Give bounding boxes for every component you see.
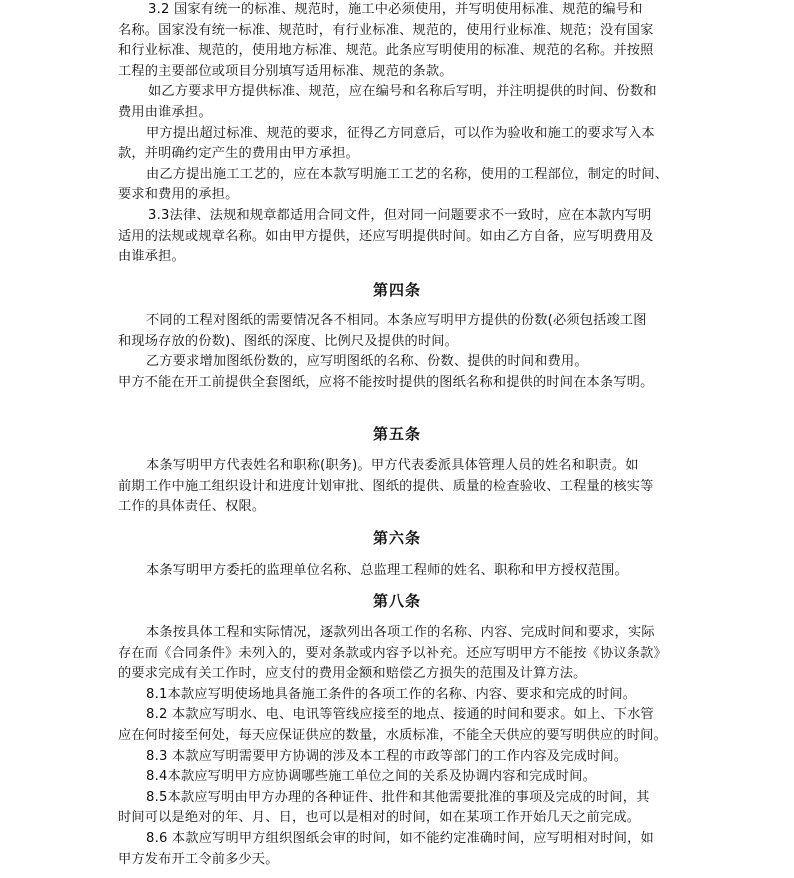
- text-line: 存在而《合同条件》未列入的，要对条款或内容予以补充。还应写明甲方不能按《协议条款》: [118, 645, 667, 661]
- text-line: 8.5本款应写明由甲方办理的各种证件、批件和其他需要批准的事项及完成的时间，其: [146, 789, 650, 805]
- text-line: 甲方发布开工令前多少天。: [118, 851, 279, 867]
- text-line: 前期工作中施工组织设计和进度计划审批、图纸的提供、质量的检查验收、工程量的核实等: [118, 478, 654, 494]
- text-line: 8.6 本款应写明甲方组织图纸会审的时间，如不能约定准确时间，应写明相对时间，如: [146, 830, 654, 846]
- text-line: 适用的法规或规章名称。如由甲方提供，还应写明提供时间。如由乙方自备，应写明费用及: [118, 228, 654, 244]
- text-line: 乙方要求增加图纸份数的，应写明图纸的名称、份数、提供的时间和费用。: [146, 354, 588, 370]
- text-line: 要求和费用的承担。: [118, 187, 239, 203]
- text-line: 本条按具体工程和实际情况，逐款列出各项工作的名称、内容、完成时间和要求，实际: [146, 625, 655, 640]
- text-line: 名称。国家没有统一标准、规范时，有行业标准、规范的，使用行业标准、规范；没有国家: [118, 22, 654, 38]
- text-line: 8.4本款应写明甲方应协调哪些施工单位之间的关系及协调内容和完成时间。: [146, 769, 596, 785]
- article-5-heading: 第五条: [372, 425, 421, 443]
- text-line: 8.2 本款应写明水、电、电讯等管线应接至的地点、接通的时间和要求。如上、下水管: [146, 707, 654, 723]
- text-line: 本条写明甲方委托的监理单位名称、总监理工程师的姓名、职称和甲方授权范围。: [146, 563, 628, 578]
- text-line: 3.2 国家有统一的标准、规范时，施工中必须使用，并写明使用标准、规范的编号和: [148, 2, 643, 17]
- text-line: 8.1本款应写明使场地具备施工条件的各项工作的名称、内容、要求和完成的时间。: [146, 686, 637, 702]
- article-5-body: [118, 456, 676, 518]
- text-line: 工作的具体责任、权限。: [118, 499, 266, 515]
- text-line: 如乙方要求甲方提供标准、规范，应在编号和名称后写明，并注明提供的时间、份数和: [148, 84, 657, 100]
- text-line: 的要求完成有关工作时，应支付的费用金额和赔偿乙方损失的范围及计算方法。: [118, 666, 587, 682]
- section-3-body: [118, 0, 676, 268]
- text-line: 不同的工程对图纸的需要情况各不相同。本条应写明甲方提供的份数(必须包括竣工图: [146, 313, 647, 328]
- article-8-body: [118, 623, 676, 870]
- text-line: 工程的主要部位或项目分别填写适用标准、规范的条款。: [118, 63, 453, 79]
- text-line: 款，并明确约定产生的费用由甲方承担。: [118, 146, 359, 162]
- text-line: 甲方不能在开工前提供全套图纸，应将不能按时提供的图纸名称和提供的时间在本条写明。: [118, 374, 654, 390]
- article-6-heading: 第六条: [372, 529, 421, 547]
- text-line: 3.3法律、法规和规章都适用合同文件，但对同一问题要求不一致时，应在本款内写明: [148, 207, 652, 223]
- text-line: 本条写明甲方代表姓名和职称(职务)。甲方代表委派具体管理人员的姓名和职责。如: [146, 458, 639, 473]
- text-line: 由谁承担。: [118, 249, 185, 265]
- text-line: 和现场存放的份数)、图纸的深度、比例尺及提供的时间。: [118, 333, 459, 349]
- text-line: 应在何时接至何处，每天应保证供应的数量，水质标准，不能全天供应的要写明供应的时间。: [118, 727, 667, 743]
- text-line: 时间可以是绝对的年、月、日，也可以是相对的时间，如在某项工作开始几天之前完成。: [118, 810, 641, 826]
- article-4-body: [118, 311, 676, 393]
- article-6-body: [118, 561, 676, 582]
- article-4-heading: 第四条: [372, 281, 421, 299]
- text-line: 费用由谁承担。: [118, 104, 212, 120]
- text-line: 和行业标准、规范的，使用地方标准、规范。此条应写明使用的标准、规范的名称。并按照: [118, 43, 654, 59]
- text-line: 甲方提出超过标准、规范的要求，征得乙方同意后，可以作为验收和施工的要求写入本: [146, 125, 655, 141]
- text-line: 8.3 本款应写明需要甲方协调的涉及本工程的市政等部门的工作内容及完成时间。: [146, 748, 628, 764]
- text-line: 由乙方提出施工工艺的，应在本款写明施工工艺的名称，使用的工程部位，制定的时间、: [146, 166, 669, 182]
- article-8-heading: 第八条: [372, 592, 421, 610]
